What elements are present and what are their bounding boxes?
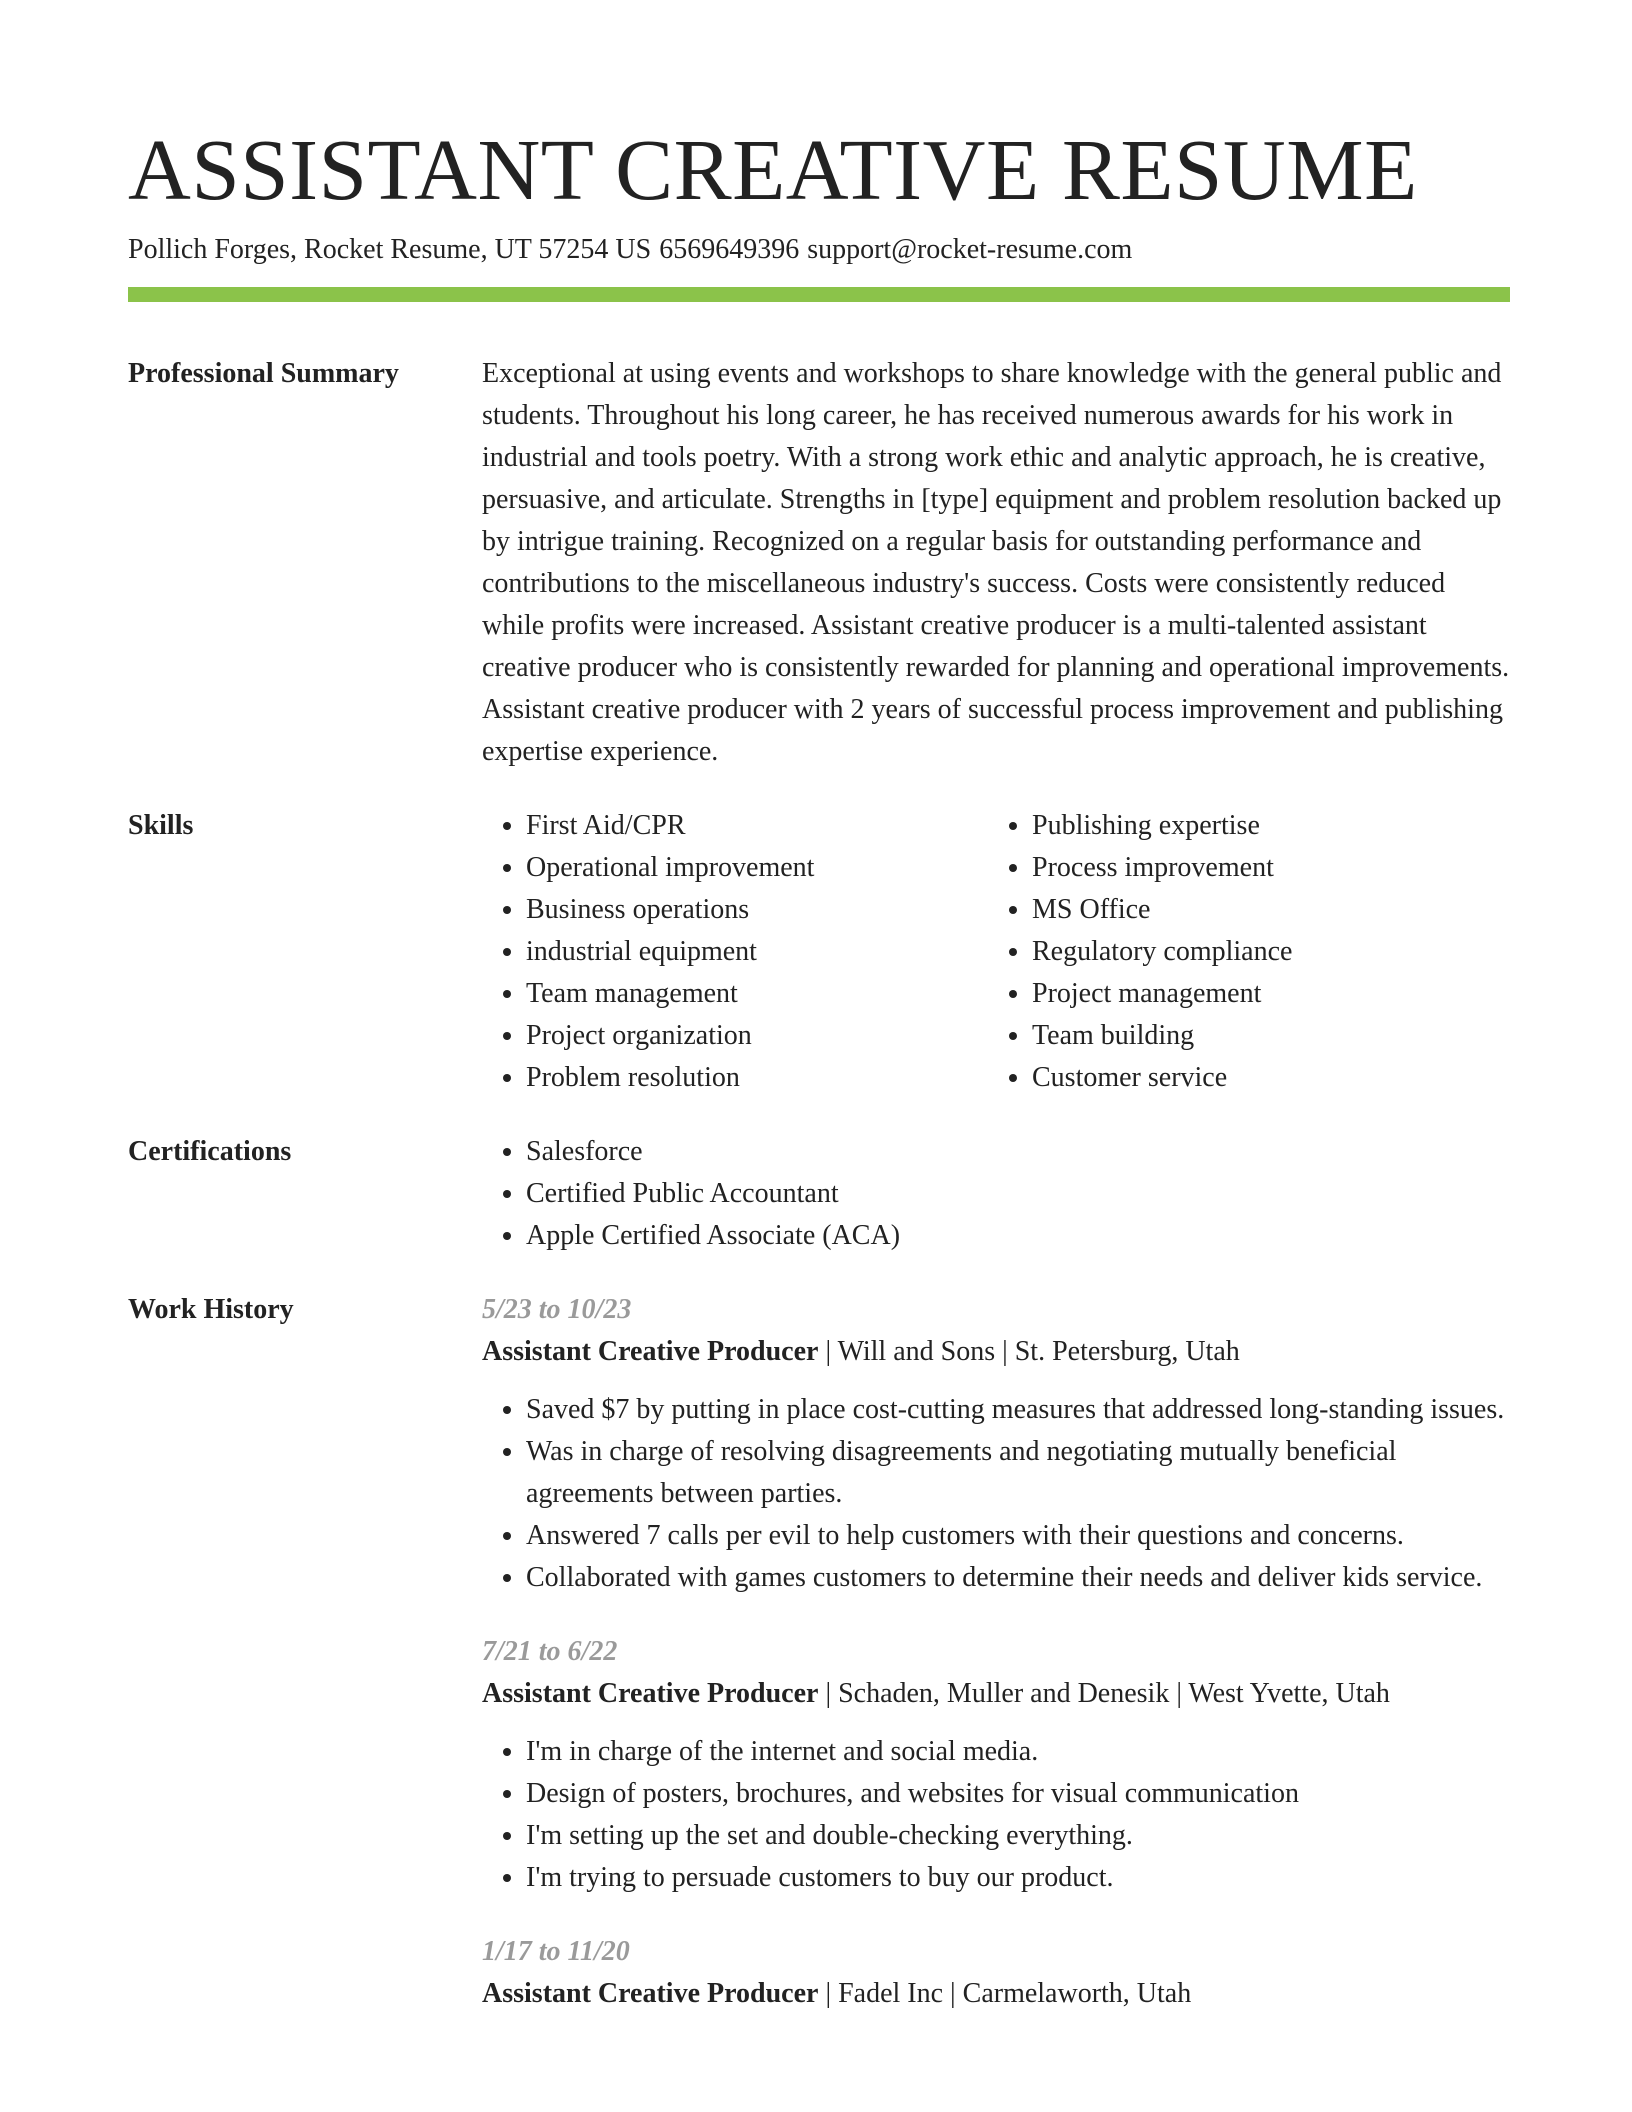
skill-item: • Project organization [526, 1015, 988, 1057]
work-history-body [482, 1289, 1510, 2047]
accent-divider [128, 287, 1510, 302]
skill-item: • Process improvement [1032, 847, 1494, 889]
skill-item: • Operational improvement [526, 847, 988, 889]
skill-item: • Customer service [1032, 1057, 1494, 1099]
skill-item: • Team management [526, 973, 988, 1015]
skill-item: • First Aid/CPR [526, 805, 988, 847]
section-work-history [128, 1289, 1510, 2047]
job-dates: 1/17 to 11/20 [482, 1936, 630, 1967]
contact-phone: 6569649396 [659, 234, 800, 265]
skills-list-right [988, 805, 1494, 1099]
skill-item: • MS Office [1032, 889, 1494, 931]
certification-item: • Salesforce [526, 1131, 1510, 1173]
job-bullet: • Answered 7 calls per evil to help customers with their questions and concerns. [526, 1515, 1510, 1557]
contact-line [128, 232, 1140, 268]
contact-address: Pollich Forges, Rocket Resume, UT 57254 US [128, 234, 652, 265]
certifications-body [482, 1131, 1510, 1257]
job-bullet: • I'm in charge of the internet and social media. [526, 1731, 1510, 1773]
job-details: | Fadel Inc | Carmelaworth, Utah [818, 1978, 1192, 2009]
skill-item: • Project management [1032, 973, 1494, 1015]
section-summary [128, 353, 1510, 773]
resume-title: ASSISTANT CREATIVE RESUME [128, 121, 1418, 218]
skill-item: • Publishing expertise [1032, 805, 1494, 847]
job-title: Assistant Creative Producer [482, 1336, 819, 1367]
job-bullets [482, 1731, 1510, 1899]
skill-item: • Regulatory compliance [1032, 931, 1494, 973]
skill-item: • Team building [1032, 1015, 1494, 1057]
job-details: | Will and Sons | St. Petersburg, Utah [818, 1336, 1240, 1367]
certification-item: • Apple Certified Associate (ACA) [526, 1215, 1510, 1257]
job-header [482, 1973, 1510, 2015]
section-label-certifications: Certifications [128, 1136, 292, 1167]
job-bullet: • Collaborated with games customers to determine their needs and deliver kids service. [526, 1557, 1510, 1599]
job-bullet: • I'm setting up the set and double-checking everything. [526, 1815, 1510, 1857]
section-skills [128, 805, 1510, 1099]
section-label-summary: Professional Summary [128, 358, 399, 389]
skill-item: • Problem resolution [526, 1057, 988, 1099]
job-title: Assistant Creative Producer [482, 1678, 819, 1709]
job-bullet: • I'm trying to persuade customers to buy our product. [526, 1857, 1510, 1899]
job-bullet: • Design of posters, brochures, and websites for visual communication [526, 1773, 1510, 1815]
job-title: Assistant Creative Producer [482, 1978, 819, 2009]
job-dates: 7/21 to 6/22 [482, 1636, 618, 1667]
summary-text: Exceptional at using events and workshops to share knowledge with the general public and students. Throughout his long career, he has received numerous awards for his work in industrial and tools poetry. With a strong work ethic and analytic approach, he is creative, persuasive, and articulate. Strengths in [type] equipment and problem resolution backed up by intrigue training. Recognized on a regular basis for outstanding performance and contributions to the miscellaneous industry's success. Costs were consistently reduced while profits were increased. Assistant creative producer is a multi-talented assistant creative producer who is consistently rewarded for planning and operational improvements. Assistant creative producer with 2 years of successful process improvement and publishing expertise experience. [482, 358, 1510, 767]
job-header [482, 1673, 1510, 1715]
job-entry [482, 1931, 1510, 2015]
job-details: | Schaden, Muller and Denesik | West Yvette, Utah [818, 1678, 1390, 1709]
skill-item: • Business operations [526, 889, 988, 931]
section-label-work-history: Work History [128, 1294, 294, 1325]
contact-email: support@rocket-resume.com [807, 234, 1133, 265]
job-entry [482, 1631, 1510, 1899]
certification-item: • Certified Public Accountant [526, 1173, 1510, 1215]
resume-sections [128, 353, 1510, 2079]
certifications-list [482, 1131, 1510, 1257]
job-entry [482, 1289, 1510, 1599]
skills-list-left [482, 805, 988, 1099]
skill-item: • industrial equipment [526, 931, 988, 973]
job-dates: 5/23 to 10/23 [482, 1294, 632, 1325]
job-bullets [482, 1389, 1510, 1599]
skills-body [482, 805, 1510, 1099]
job-header [482, 1331, 1510, 1373]
job-bullet: • Saved $7 by putting in place cost-cutting measures that addressed long-standing issues. [526, 1389, 1510, 1431]
summary-body [482, 353, 1510, 773]
section-label-skills: Skills [128, 810, 194, 841]
job-bullet: • Was in charge of resolving disagreements and negotiating mutually beneficial agreements between parties. [526, 1431, 1510, 1515]
section-certifications [128, 1131, 1510, 1257]
